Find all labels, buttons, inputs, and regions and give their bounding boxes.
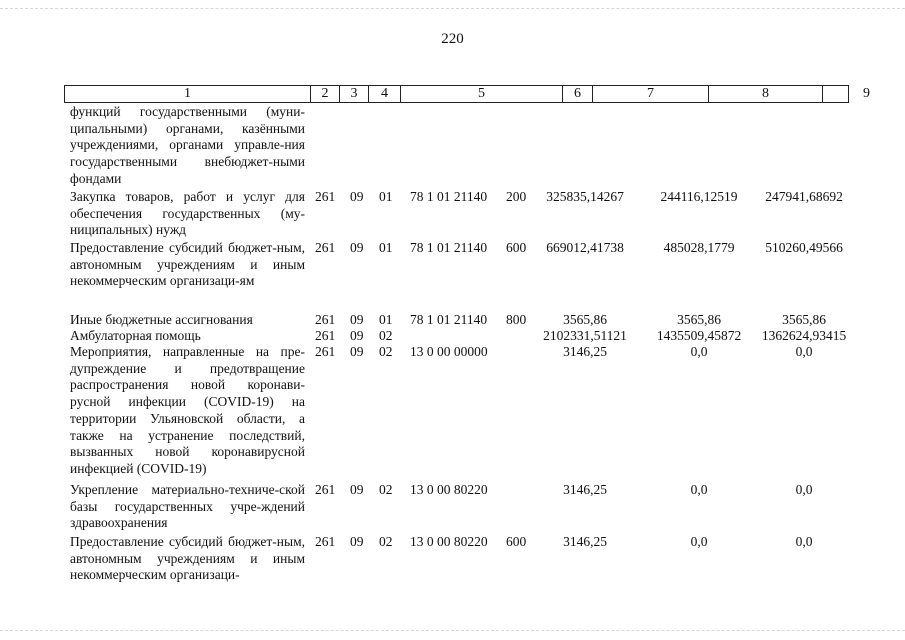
cell-target-article: 78 1 01 21140	[410, 240, 488, 255]
cell-subsection: 01	[379, 312, 393, 327]
cell-expense-type: 200	[506, 189, 527, 204]
cell-subsection: 02	[379, 482, 393, 497]
cell-amount-col9: 510260,49566	[765, 240, 843, 255]
cell-amount-col8: 0,0	[690, 482, 708, 497]
scan-artifact-bottom	[0, 630, 905, 631]
row-name: функций государственными (муни-ципальными) органами, казёнными учреждениями, органами управле-ния государственными внебюджет-ными фондами	[70, 104, 305, 186]
cell-amount-col8: 0,0	[690, 534, 708, 549]
cell-amount-col7: 3146,25	[563, 534, 607, 549]
cell-target-article: 13 0 00 80220	[410, 534, 488, 549]
cell-target-article: 78 1 01 21140	[410, 312, 488, 327]
cell-admin-code: 261	[315, 312, 336, 327]
cell-amount-col7: 3146,25	[563, 482, 607, 497]
cell-expense-type: 600	[506, 240, 527, 255]
header-col-7: 7	[593, 86, 709, 102]
cell-amount-col7: 325835,14267	[546, 189, 624, 204]
cell-section: 09	[350, 189, 364, 204]
row-name: Предоставление субсидий бюджет-ным, автономным учреждениям и иным некоммерческим организаци-ям	[70, 240, 305, 289]
cell-subsection: 02	[379, 328, 393, 343]
cell-amount-col7: 3565,86	[563, 312, 607, 327]
cell-target-article: 13 0 00 80220	[410, 482, 488, 497]
header-col-5: 5	[401, 86, 563, 102]
cell-admin-code: 261	[315, 189, 336, 204]
cell-subsection: 02	[379, 344, 393, 359]
cell-admin-code: 261	[315, 240, 336, 255]
cell-admin-code: 261	[315, 344, 336, 359]
cell-subsection: 01	[379, 189, 393, 204]
cell-expense-type: 600	[506, 534, 527, 549]
cell-amount-col7: 669012,41738	[546, 240, 624, 255]
row-name: Иные бюджетные ассигнования	[70, 312, 253, 327]
cell-section: 09	[350, 534, 364, 549]
header-col-4: 4	[369, 86, 401, 102]
scan-artifact-top	[0, 8, 905, 9]
header-col-1: 1	[65, 86, 311, 102]
header-col-9: 9	[863, 86, 870, 101]
cell-admin-code: 261	[315, 482, 336, 497]
cell-amount-col8: 485028,1779	[663, 240, 735, 255]
cell-section: 09	[350, 482, 364, 497]
cell-section: 09	[350, 240, 364, 255]
cell-amount-col9: 0,0	[795, 344, 813, 359]
page-number: 220	[441, 31, 464, 47]
cell-amount-col8: 244116,12519	[660, 189, 738, 204]
row-name: Амбулаторная помощь	[70, 328, 201, 343]
cell-amount-col9: 1362624,93415	[761, 328, 847, 343]
cell-admin-code: 261	[315, 534, 336, 549]
cell-target-article: 13 0 00 00000	[410, 344, 488, 359]
cell-target-article: 78 1 01 21140	[410, 189, 488, 204]
cell-amount-col9: 0,0	[795, 482, 813, 497]
cell-subsection: 02	[379, 534, 393, 549]
cell-amount-col9: 3565,86	[782, 312, 826, 327]
cell-amount-col8: 0,0	[690, 344, 708, 359]
row-name: Предоставление субсидий бюджет-ным, автономным учреждениям и иным некоммерческим организаци-	[70, 534, 305, 583]
cell-amount-col7: 2102331,51121	[543, 328, 627, 343]
cell-section: 09	[350, 328, 364, 343]
cell-amount-col8: 3565,86	[677, 312, 721, 327]
cell-expense-type: 800	[506, 312, 527, 327]
row-name: Укрепление материально-техниче-ской базы государственных учре-ждений здравоохранения	[70, 482, 305, 531]
cell-admin-code: 261	[315, 328, 336, 343]
cell-amount-col9: 247941,68692	[765, 189, 843, 204]
row-name: Закупка товаров, работ и услуг для обеспечения государственных (му-ниципальных) нужд	[70, 189, 305, 238]
cell-section: 09	[350, 344, 364, 359]
header-col-2: 2	[311, 86, 340, 102]
header-col-3: 3	[340, 86, 369, 102]
header-col-8: 8	[709, 86, 823, 102]
table-header	[64, 85, 870, 103]
cell-amount-col7: 3146,25	[563, 344, 607, 359]
cell-subsection: 01	[379, 240, 393, 255]
cell-amount-col9: 0,0	[795, 534, 813, 549]
header-col-6: 6	[563, 86, 593, 102]
row-name: Мероприятия, направленные на пре-дупреждение и предотвращение распространения новой коронави-русной инфекции (COVID-19) на территории Ульяновской области, а также на устранение последствий, вызванных новой коронавирусной инфекцией (COVID-19)	[70, 344, 305, 476]
cell-section: 09	[350, 312, 364, 327]
cell-amount-col8: 1435509,45872	[656, 328, 742, 343]
